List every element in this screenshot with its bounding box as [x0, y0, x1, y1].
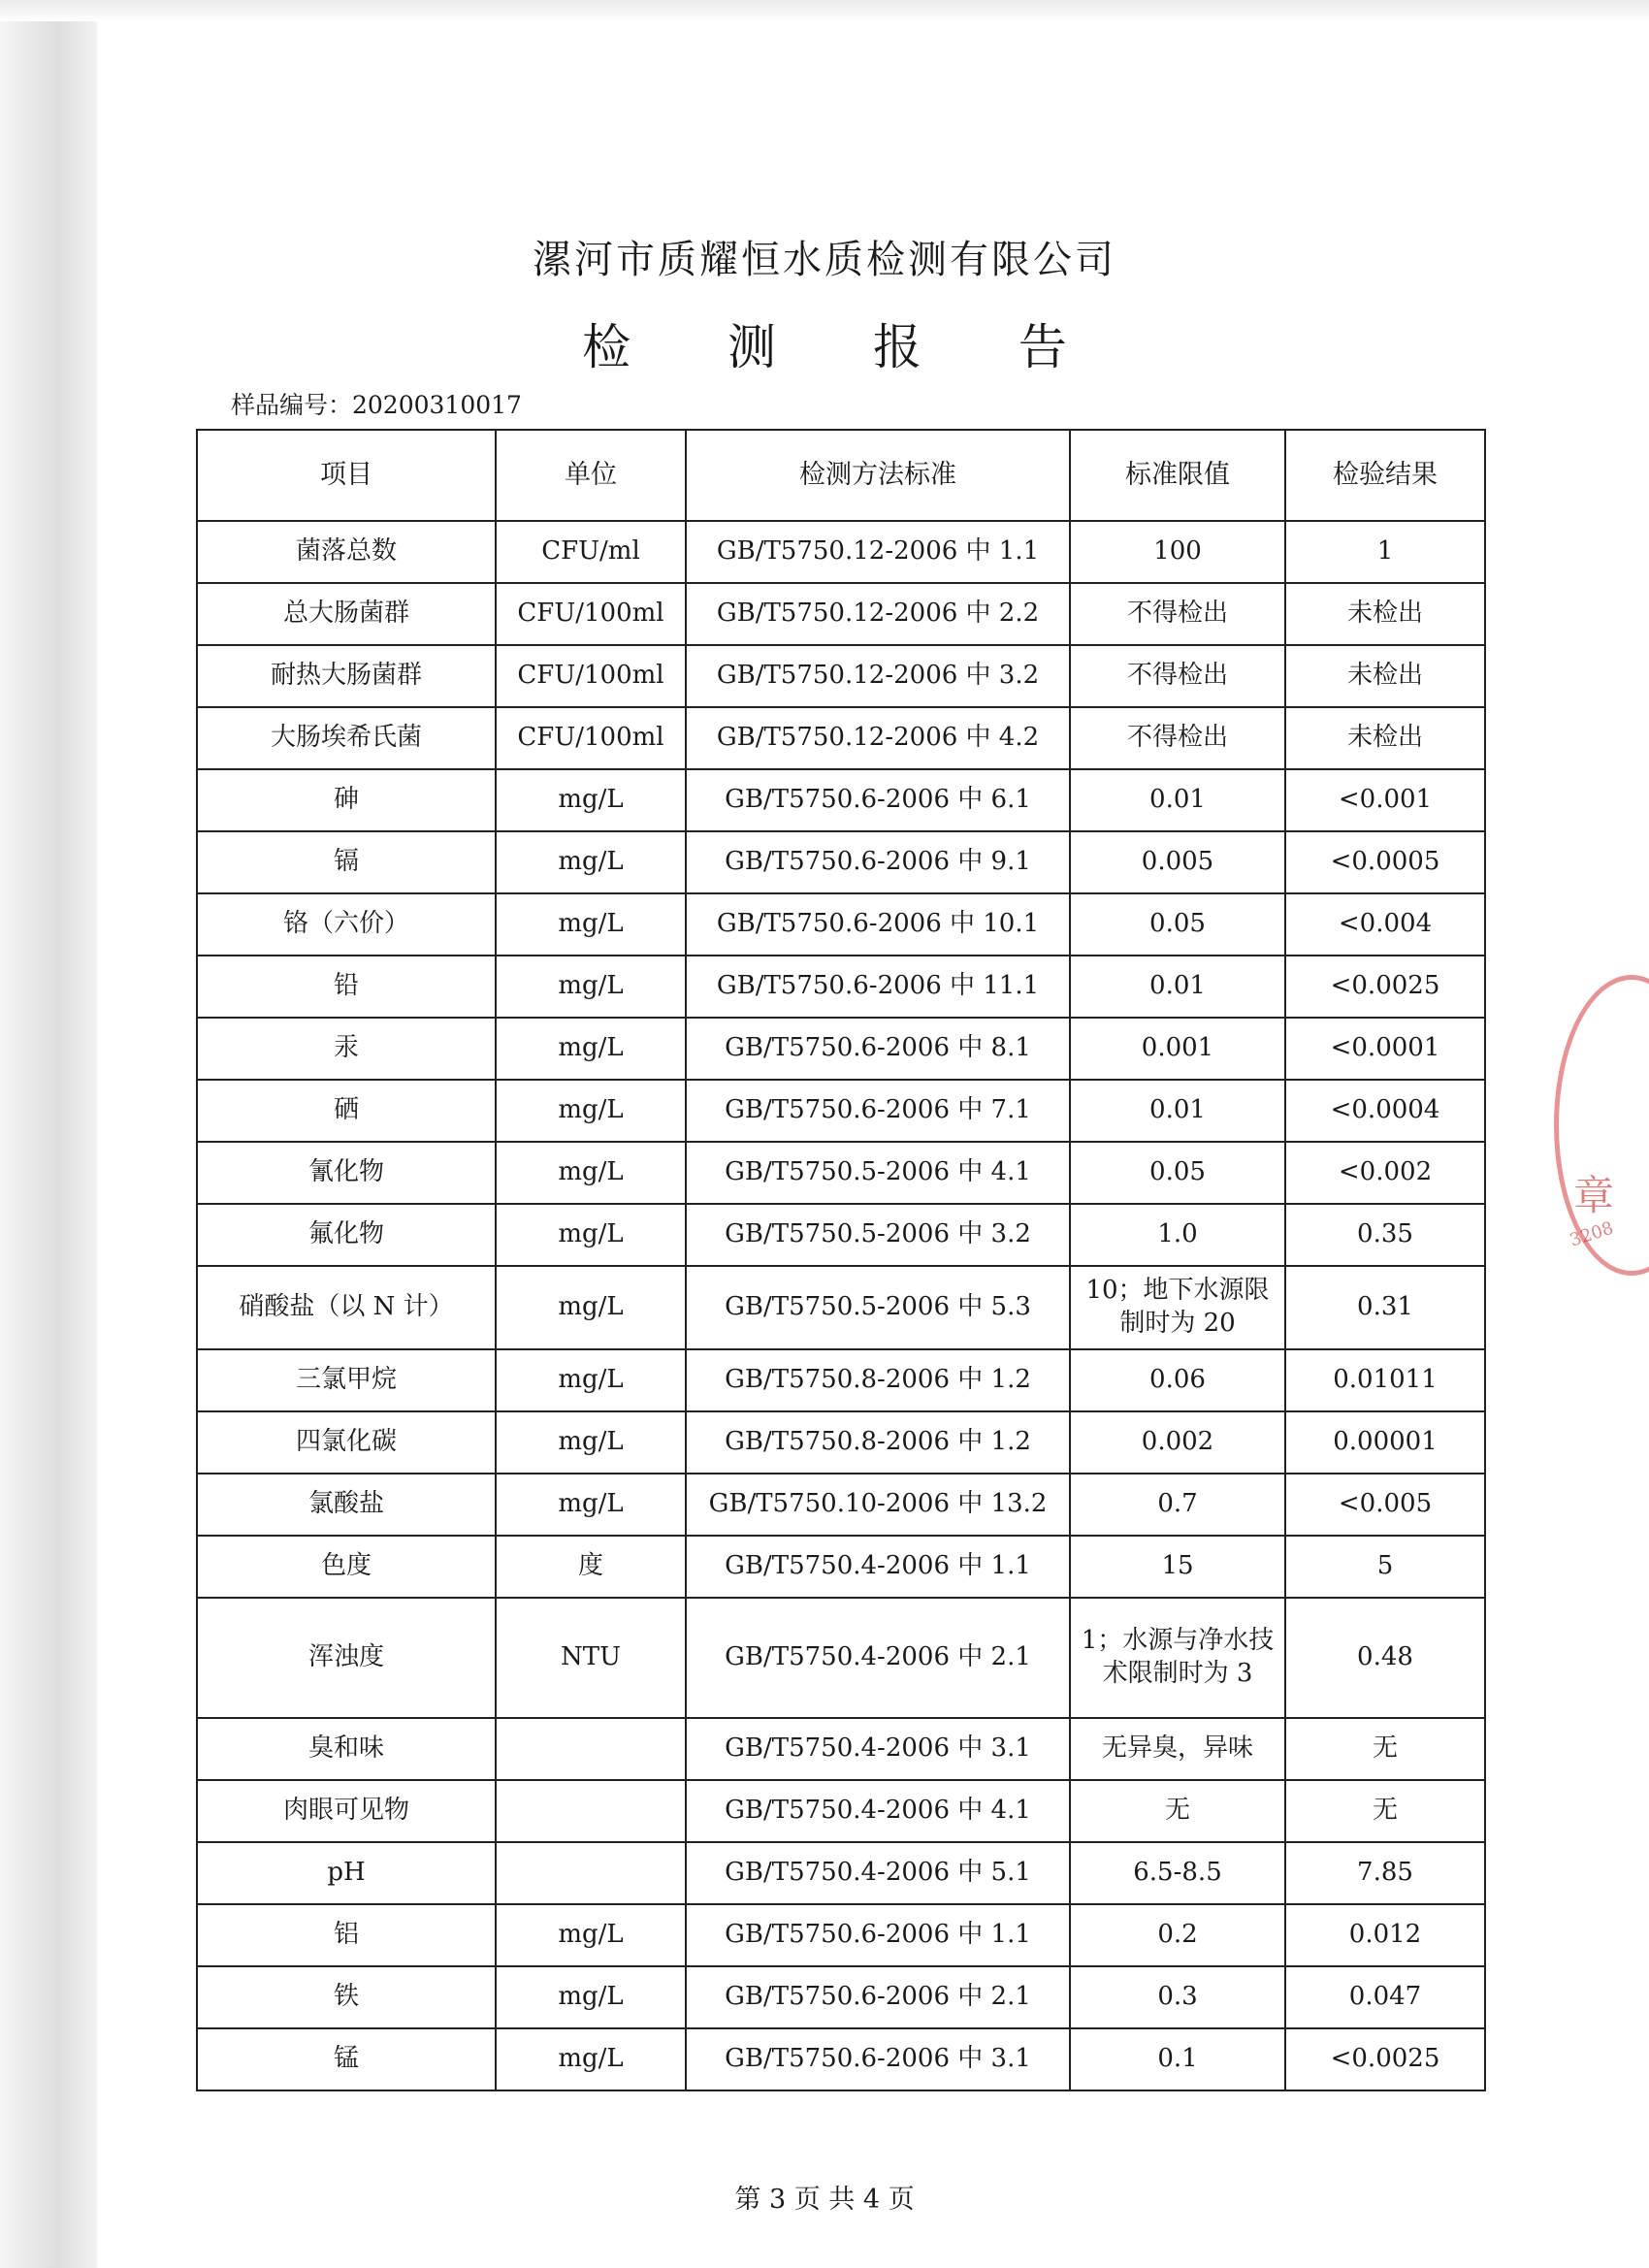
table-row: [197, 1018, 1485, 1080]
page-number: 第 3 页 共 4 页: [734, 2185, 915, 2215]
cell-limit: 0.002: [1070, 1411, 1285, 1474]
cell-item: 砷: [197, 769, 496, 831]
table-row: [197, 831, 1485, 893]
cell-item: pH: [197, 1842, 496, 1904]
test-results-table: [196, 429, 1486, 2091]
table-row: [197, 1780, 1485, 1842]
cell-result: 0.31: [1285, 1266, 1485, 1349]
cell-unit: [496, 1842, 686, 1904]
table-row: [197, 769, 1485, 831]
table-row: [197, 1718, 1485, 1780]
col-header-method: 检测方法标准: [686, 430, 1070, 521]
cell-limit: 不得检出: [1070, 707, 1285, 769]
cell-result: 0.48: [1285, 1598, 1485, 1718]
cell-limit: 0.06: [1070, 1349, 1285, 1411]
cell-item: 铝: [197, 1904, 496, 1966]
table-row: [197, 1266, 1485, 1349]
cell-item: 浑浊度: [197, 1598, 496, 1718]
table-row: [197, 1204, 1485, 1266]
cell-item: 镉: [197, 831, 496, 893]
cell-result: 0.35: [1285, 1204, 1485, 1266]
cell-result: <0.004: [1285, 893, 1485, 956]
cell-result: 未检出: [1285, 645, 1485, 707]
cell-result: 0.012: [1285, 1904, 1485, 1966]
cell-limit: 0.05: [1070, 1142, 1285, 1204]
cell-result: 5: [1285, 1536, 1485, 1598]
table-row: [197, 1349, 1485, 1411]
cell-limit: 10；地下水源限制时为 20: [1070, 1266, 1285, 1349]
cell-limit: 6.5-8.5: [1070, 1842, 1285, 1904]
cell-result: <0.0025: [1285, 2028, 1485, 2090]
cell-unit: mg/L: [496, 1349, 686, 1411]
table-row: [197, 1904, 1485, 1966]
table-row: [197, 1080, 1485, 1142]
cell-item: 三氯甲烷: [197, 1349, 496, 1411]
table-row: [197, 1536, 1485, 1598]
cell-unit: mg/L: [496, 1474, 686, 1536]
cell-unit: NTU: [496, 1598, 686, 1718]
cell-unit: mg/L: [496, 893, 686, 956]
col-header-item: 项目: [197, 430, 496, 521]
sample-number: 样品编号：20200310017: [231, 391, 522, 419]
cell-item: 硒: [197, 1080, 496, 1142]
cell-limit: 0.01: [1070, 769, 1285, 831]
cell-method: GB/T5750.10-2006 中 13.2: [686, 1474, 1070, 1536]
cell-item: 铬（六价）: [197, 893, 496, 956]
cell-unit: CFU/100ml: [496, 645, 686, 707]
col-header-unit: 单位: [496, 430, 686, 521]
cell-limit: 0.7: [1070, 1474, 1285, 1536]
cell-item: 氯酸盐: [197, 1474, 496, 1536]
table-row: [197, 1966, 1485, 2028]
cell-limit: 不得检出: [1070, 583, 1285, 645]
cell-method: GB/T5750.8-2006 中 1.2: [686, 1349, 1070, 1411]
cell-limit: 0.2: [1070, 1904, 1285, 1966]
cell-result: <0.0001: [1285, 1018, 1485, 1080]
cell-result: 7.85: [1285, 1842, 1485, 1904]
cell-unit: CFU/100ml: [496, 583, 686, 645]
cell-unit: mg/L: [496, 2028, 686, 2090]
table-row: [197, 707, 1485, 769]
cell-unit: mg/L: [496, 1411, 686, 1474]
cell-method: GB/T5750.6-2006 中 11.1: [686, 956, 1070, 1018]
cell-method: GB/T5750.5-2006 中 4.1: [686, 1142, 1070, 1204]
cell-method: GB/T5750.6-2006 中 9.1: [686, 831, 1070, 893]
cell-method: GB/T5750.5-2006 中 5.3: [686, 1266, 1070, 1349]
cell-item: 铅: [197, 956, 496, 1018]
table-row: [197, 583, 1485, 645]
cell-result: 0.047: [1285, 1966, 1485, 2028]
cell-item: 四氯化碳: [197, 1411, 496, 1474]
cell-limit: 0.1: [1070, 2028, 1285, 2090]
cell-item: 氰化物: [197, 1142, 496, 1204]
cell-method: GB/T5750.4-2006 中 5.1: [686, 1842, 1070, 1904]
cell-result: 无: [1285, 1718, 1485, 1780]
cell-limit: 0.005: [1070, 831, 1285, 893]
cell-item: 肉眼可见物: [197, 1780, 496, 1842]
cell-method: GB/T5750.6-2006 中 6.1: [686, 769, 1070, 831]
cell-limit: 0.001: [1070, 1018, 1285, 1080]
cell-result: <0.0004: [1285, 1080, 1485, 1142]
cell-result: <0.002: [1285, 1142, 1485, 1204]
cell-result: 未检出: [1285, 583, 1485, 645]
report-title: 检 测 报 告: [582, 319, 1108, 375]
cell-limit: 100: [1070, 521, 1285, 583]
cell-limit: 0.01: [1070, 1080, 1285, 1142]
table-header-row: [197, 430, 1485, 521]
cell-result: <0.001: [1285, 769, 1485, 831]
cell-unit: [496, 1718, 686, 1780]
cell-result: 0.01011: [1285, 1349, 1485, 1411]
cell-item: 铁: [197, 1966, 496, 2028]
cell-result: 未检出: [1285, 707, 1485, 769]
cell-unit: mg/L: [496, 956, 686, 1018]
cell-limit: 0.3: [1070, 1966, 1285, 2028]
table-row: [197, 2028, 1485, 2090]
cell-item: 色度: [197, 1536, 496, 1598]
cell-unit: mg/L: [496, 1904, 686, 1966]
table-row: [197, 1842, 1485, 1904]
cell-result: <0.0025: [1285, 956, 1485, 1018]
table-row: [197, 1411, 1485, 1474]
cell-unit: 度: [496, 1536, 686, 1598]
cell-unit: mg/L: [496, 1080, 686, 1142]
cell-limit: 1.0: [1070, 1204, 1285, 1266]
cell-method: GB/T5750.4-2006 中 4.1: [686, 1780, 1070, 1842]
cell-item: 菌落总数: [197, 521, 496, 583]
cell-item: 汞: [197, 1018, 496, 1080]
cell-method: GB/T5750.6-2006 中 3.1: [686, 2028, 1070, 2090]
cell-result: 0.00001: [1285, 1411, 1485, 1474]
cell-method: GB/T5750.4-2006 中 2.1: [686, 1598, 1070, 1718]
cell-method: GB/T5750.6-2006 中 1.1: [686, 1904, 1070, 1966]
cell-limit: 0.01: [1070, 956, 1285, 1018]
cell-method: GB/T5750.5-2006 中 3.2: [686, 1204, 1070, 1266]
cell-method: GB/T5750.8-2006 中 1.2: [686, 1411, 1070, 1474]
cell-unit: CFU/100ml: [496, 707, 686, 769]
cell-unit: mg/L: [496, 831, 686, 893]
cell-method: GB/T5750.12-2006 中 3.2: [686, 645, 1070, 707]
cell-limit: 不得检出: [1070, 645, 1285, 707]
cell-result: <0.0005: [1285, 831, 1485, 893]
cell-result: <0.005: [1285, 1474, 1485, 1536]
company-name: 漯河市质耀恒水质检测有限公司: [533, 238, 1116, 282]
seal-number: 3208: [1567, 1217, 1616, 1251]
cell-item: 大肠埃希氏菌: [197, 707, 496, 769]
table-row: [197, 645, 1485, 707]
cell-method: GB/T5750.4-2006 中 3.1: [686, 1718, 1070, 1780]
cell-method: GB/T5750.6-2006 中 7.1: [686, 1080, 1070, 1142]
cell-method: GB/T5750.12-2006 中 1.1: [686, 521, 1070, 583]
table-row: [197, 1598, 1485, 1718]
cell-unit: mg/L: [496, 769, 686, 831]
cell-item: 锰: [197, 2028, 496, 2090]
cell-result: 无: [1285, 1780, 1485, 1842]
cell-limit: 1；水源与净水技术限制时为 3: [1070, 1598, 1285, 1718]
cell-item: 氟化物: [197, 1204, 496, 1266]
cell-item: 臭和味: [197, 1718, 496, 1780]
cell-unit: mg/L: [496, 1018, 686, 1080]
cell-method: GB/T5750.6-2006 中 10.1: [686, 893, 1070, 956]
seal-character: 章: [1573, 1172, 1615, 1219]
cell-method: GB/T5750.12-2006 中 2.2: [686, 583, 1070, 645]
scan-top-shadow: [0, 0, 1649, 21]
cell-limit: 15: [1070, 1536, 1285, 1598]
cell-item: 耐热大肠菌群: [197, 645, 496, 707]
cell-result: 1: [1285, 521, 1485, 583]
table-row: [197, 1142, 1485, 1204]
col-header-result: 检验结果: [1285, 430, 1485, 521]
cell-unit: mg/L: [496, 1266, 686, 1349]
cell-method: GB/T5750.12-2006 中 4.2: [686, 707, 1070, 769]
cell-unit: mg/L: [496, 1142, 686, 1204]
cell-method: GB/T5750.4-2006 中 1.1: [686, 1536, 1070, 1598]
cell-unit: CFU/ml: [496, 521, 686, 583]
cell-limit: 0.05: [1070, 893, 1285, 956]
cell-unit: mg/L: [496, 1204, 686, 1266]
cell-item: 总大肠菌群: [197, 583, 496, 645]
cell-method: GB/T5750.6-2006 中 2.1: [686, 1966, 1070, 2028]
cell-limit: 无异臭，异味: [1070, 1718, 1285, 1780]
cell-unit: mg/L: [496, 1966, 686, 2028]
table-row: [197, 893, 1485, 956]
col-header-limit: 标准限值: [1070, 430, 1285, 521]
cell-method: GB/T5750.6-2006 中 8.1: [686, 1018, 1070, 1080]
cell-limit: 无: [1070, 1780, 1285, 1842]
table-row: [197, 521, 1485, 583]
table-row: [197, 1474, 1485, 1536]
cell-unit: [496, 1780, 686, 1842]
table-row: [197, 956, 1485, 1018]
cell-item: 硝酸盐（以 N 计）: [197, 1266, 496, 1349]
